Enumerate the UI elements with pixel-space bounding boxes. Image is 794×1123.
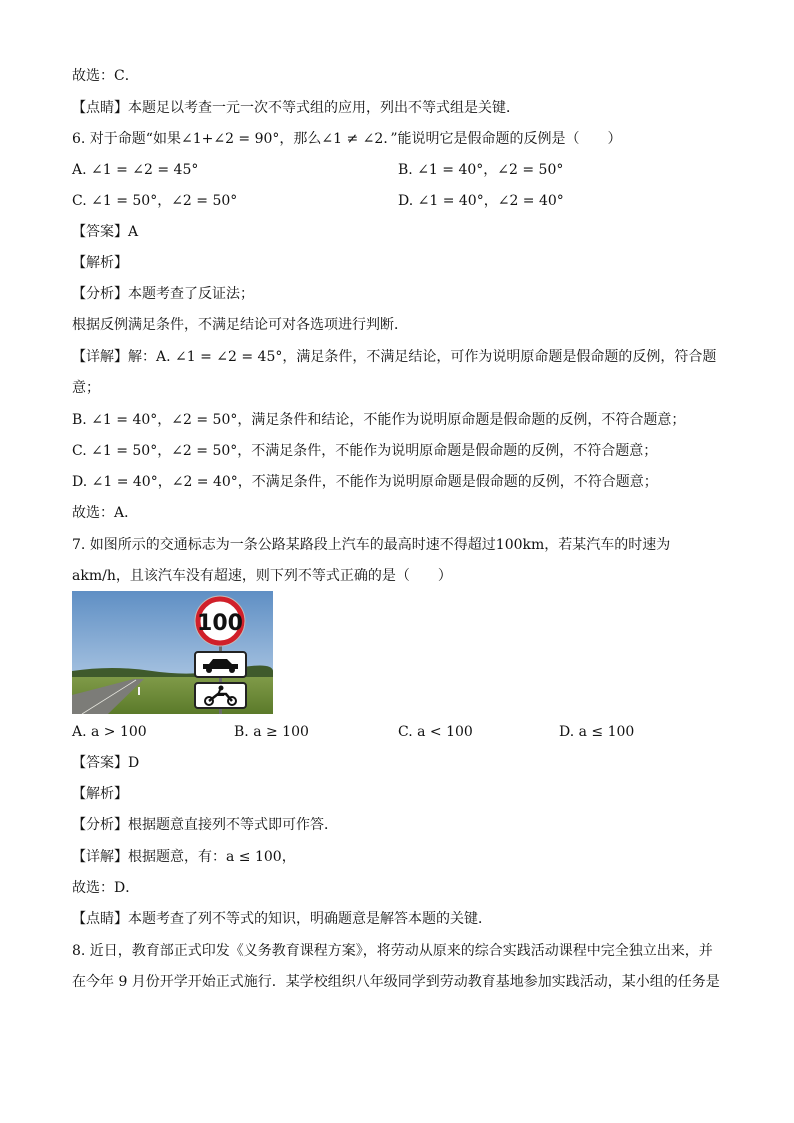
q6-solution-c: C. ∠1 = 50°，∠2 = 50°，不满足条件，不能作为说明原命题是假命题的反例，不符合题意；: [72, 443, 658, 459]
q7-option-b: B. a ≥ 100: [234, 724, 309, 740]
question-7-stem: 7. 如图所示的交通标志为一条公路某路段上汽车的最高时速不得超过100km，若某汽车的时速为: [72, 537, 671, 553]
question-8-stem-cont: 在今年 9 月份开学开始正式施行．某学校组织八年级同学到劳动教育基地参加实践活动，某小组的任务是: [72, 974, 720, 990]
answer-line-q5: 故选：C．: [72, 68, 139, 84]
q7-answer: 【答案】D: [72, 755, 140, 771]
q7-final-choice: 故选：D．: [72, 880, 140, 896]
q6-option-d: D. ∠1 = 40°，∠2 = 40°: [398, 193, 564, 209]
speed-limit-sign-illustration: [72, 591, 273, 714]
q7-comment: 【点睛】本题考查了列不等式的知识，明确题意是解答本题的关键．: [72, 911, 492, 927]
q6-option-b: B. ∠1 = 40°，∠2 = 50°: [398, 162, 564, 178]
q6-option-a: A. ∠1 = ∠2 = 45°: [72, 162, 199, 178]
q6-solution-d: D. ∠1 = 40°，∠2 = 40°，不满足条件，不能作为说明原命题是假命题的反例，不符合题意；: [72, 474, 658, 490]
question-7-stem-cont: akm/h，且该汽车没有超速，则下列不等式正确的是（ ）: [72, 568, 452, 584]
speed-limit-sign-photo: [72, 591, 273, 714]
q6-option-c: C. ∠1 = 50°，∠2 = 50°: [72, 193, 238, 209]
q6-answer: 【答案】A: [72, 224, 139, 240]
q7-option-a: A. a > 100: [72, 724, 147, 740]
q6-analysis-heading: 【解析】: [72, 255, 128, 271]
q7-analysis: 【分析】根据题意直接列不等式即可作答．: [72, 817, 338, 833]
q7-analysis-heading: 【解析】: [72, 786, 128, 802]
q6-final-choice: 故选：A．: [72, 505, 139, 521]
q7-solution: 【详解】根据题意，有：a ≤ 100，: [72, 849, 296, 865]
q6-solution-a-cont: 意；: [72, 380, 100, 396]
q6-solution-a: 【详解】解：A. ∠1 = ∠2 = 45°，满足条件，不满足结论，可作为说明原命题是假命题的反例，符合题: [72, 349, 717, 365]
question-8-stem: 8. 近日，教育部正式印发《义务教育课程方案》，将劳动从原来的综合实践活动课程中完全独立出来，并: [72, 943, 713, 959]
q6-solution-b: B. ∠1 = 40°，∠2 = 50°，满足条件和结论，不能作为说明原命题是假命题的反例，不符合题意；: [72, 412, 686, 428]
comment-line-q5: 【点睛】本题足以考查一元一次不等式组的应用，列出不等式组是关键．: [72, 100, 520, 116]
q7-option-d: D. a ≤ 100: [559, 724, 635, 740]
q7-option-c: C. a < 100: [398, 724, 473, 740]
q6-analysis-detail: 根据反例满足条件，不满足结论可对各选项进行判断．: [72, 317, 408, 333]
question-6-stem: 6. 对于命题“如果∠1+∠2 = 90°，那么∠1 ≠ ∠2．”能说明它是假命题的反例是（ ）: [72, 131, 622, 147]
q6-analysis: 【分析】本题考查了反证法；: [72, 286, 254, 302]
speed-limit-number: 100: [197, 611, 243, 636]
